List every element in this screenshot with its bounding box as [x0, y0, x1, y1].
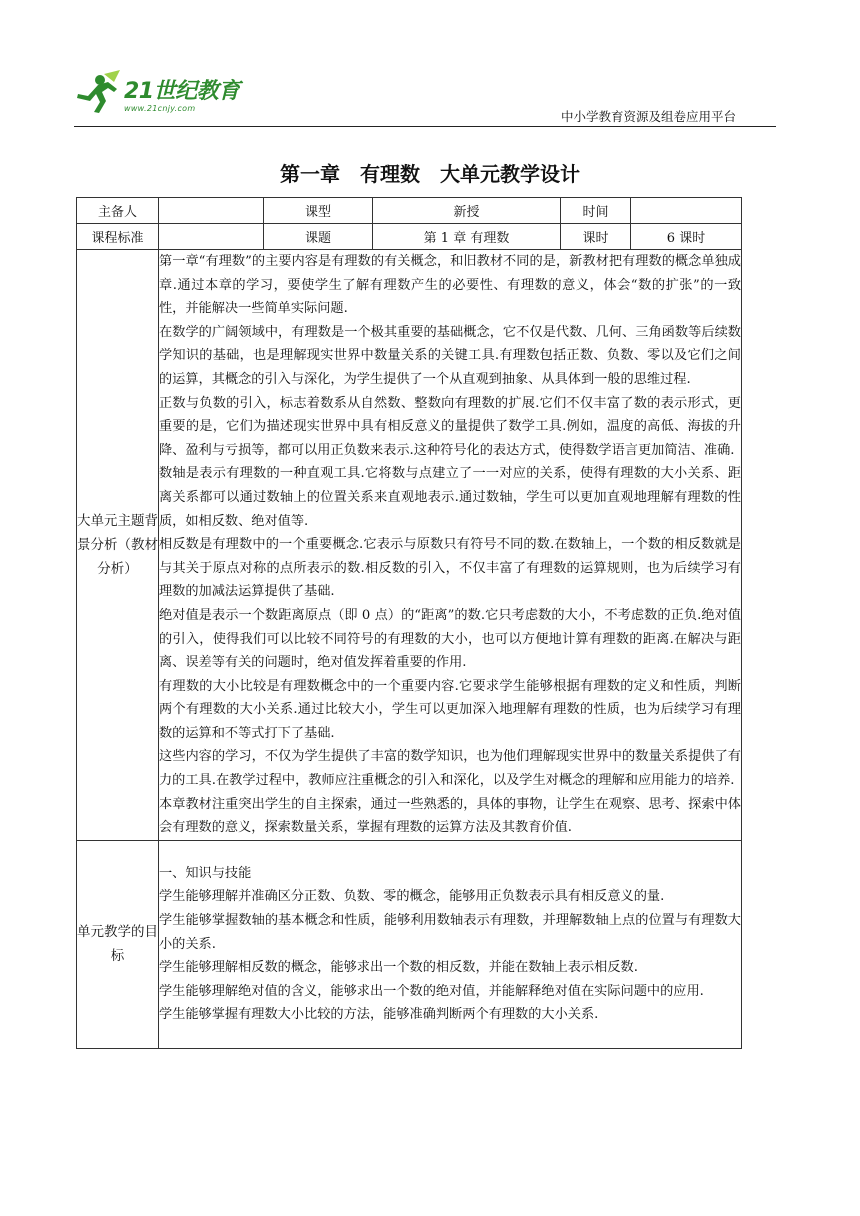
table-row: [77, 224, 742, 250]
lesson-type-value: 新授: [373, 198, 561, 224]
goal-item: 学生能够理解绝对值的含义，能够求出一个数的绝对值，并能解释绝对值在实际问题中的应用.: [159, 983, 704, 999]
standard-label: 课程标准: [77, 224, 159, 250]
goals-heading: 一、知识与技能: [159, 865, 252, 881]
goal-item: 学生能够理解并准确区分正数、负数、零的概念，能够用正负数表示具有相反意义的量.: [159, 889, 665, 905]
header-divider: [74, 126, 776, 127]
topic-value: 第 1 章 有理数: [373, 224, 561, 250]
table-row: [77, 198, 742, 224]
time-label: 时间: [561, 198, 631, 224]
hours-label: 课时: [561, 224, 631, 250]
preparer-value: [159, 198, 264, 224]
analysis-paragraph: 相反数是有理数中的一个重要概念.它表示与原数只有符号不同的数.在数轴上，一个数的相反数就是与其关于原点对称的点所表示的数.相反数的引入，不仅丰富了有理数的运算规则，也为后续学习有理数的加减法运算提供了基础.: [159, 537, 741, 600]
lesson-type-label: 课型: [264, 198, 373, 224]
time-value: [631, 198, 742, 224]
analysis-paragraph: 这些内容的学习，不仅为学生提供了丰富的数学知识，也为他们理解现实世界中的数量关系提供了有力的工具.在教学过程中，教师应注重概念的引入和深化，以及学生对概念的理解和应用能力的培养.: [159, 749, 741, 789]
analysis-paragraph: 正数与负数的引入，标志着数系从自然数、整数向有理数的扩展.它们不仅丰富了数的表示形式，更重要的是，它们为描述现实世界中具有相反意义的量提供了数学工具.例如，温度的高低、海拔的升降、盈利与亏损等，都可以用正负数来表示.这种符号化的表达方式，使得数学语言更加简洁、准确.: [159, 395, 741, 458]
goal-item: 学生能够理解相反数的概念，能够求出一个数的相反数，并能在数轴上表示相反数.: [159, 960, 638, 976]
logo-url: www.21cnjy.com: [124, 104, 196, 113]
analysis-paragraph: 数轴是表示有理数的一种直观工具.它将数与点建立了一一对应的关系，使得有理数的大小关系、距离关系都可以通过数轴上的位置关系来直观地表示.通过数轴，学生可以更加直观地理解有理数的性质，如相反数、绝对值等.: [159, 466, 741, 529]
goals-content: [159, 840, 742, 1048]
hours-value: 6 课时: [631, 224, 742, 250]
logo-text: 21世纪教育: [124, 79, 240, 104]
table-row: [77, 840, 742, 1048]
goal-item: 学生能够掌握数轴的基本概念和性质，能够利用数轴表示有理数，并理解数轴上点的位置与有理数大小的关系.: [159, 912, 741, 952]
analysis-paragraph: 第一章“有理数”的主要内容是有理数的有关概念，和旧教材不同的是，新教材把有理数的概念单独成章.通过本章的学习，要使学生了解有理数产生的必要性、有理数的意义，体会“数的扩张”的一致性，并能解决一些简单实际问题.: [159, 254, 741, 317]
standard-value: [159, 224, 264, 250]
preparer-label: 主备人: [77, 198, 159, 224]
analysis-paragraph: 有理数的大小比较是有理数概念中的一个重要内容.它要求学生能够根据有理数的定义和性质，判断两个有理数的大小关系.通过比较大小，学生可以更加深入地理解有理数的性质，也为后续学习有理数的运算和不等式打下了基础.: [159, 678, 741, 741]
analysis-paragraph: 本章教材注重突出学生的自主探索，通过一些熟悉的，具体的事物，让学生在观察、思考、探索中体会有理数的意义，探索数量关系，掌握有理数的运算方法及其教育价值.: [159, 796, 741, 836]
runner-logo-icon: [74, 68, 126, 114]
topic-label: 课题: [264, 224, 373, 250]
goal-item: 学生能够掌握有理数大小比较的方法，能够准确判断两个有理数的大小关系.: [159, 1007, 599, 1023]
goals-label: 单元教学的目标: [77, 840, 159, 1048]
platform-name: 中小学教育资源及组卷应用平台: [560, 109, 736, 124]
analysis-paragraph: 在数学的广阔领域中，有理数是一个极其重要的基础概念，它不仅是代数、几何、三角函数等后续数学知识的基础，也是理解现实世界中数量关系的关键工具.有理数包括正数、负数、零以及它们之间的运算，其概念的引入与深化，为学生提供了一个从直观到抽象、从具体到一般的思维过程.: [159, 324, 741, 387]
page-header: [0, 0, 860, 130]
analysis-label: 大单元主题背景分析（教材分析）: [77, 250, 159, 841]
lesson-design-table: [76, 197, 742, 1049]
logo: [74, 68, 244, 118]
analysis-content: [159, 250, 742, 841]
analysis-paragraph: 绝对值是表示一个数距离原点（即 0 点）的“距离”的数.它只考虑数的大小，不考虑数的正负.绝对值的引入，使得我们可以比较不同符号的有理数的大小，也可以方便地计算有理数的距离.在解决与距离、误差等有关的问题时，绝对值发挥着重要的作用.: [159, 607, 741, 671]
page-title: 第一章 有理数 大单元教学设计: [280, 162, 580, 186]
table-row: [77, 250, 742, 841]
